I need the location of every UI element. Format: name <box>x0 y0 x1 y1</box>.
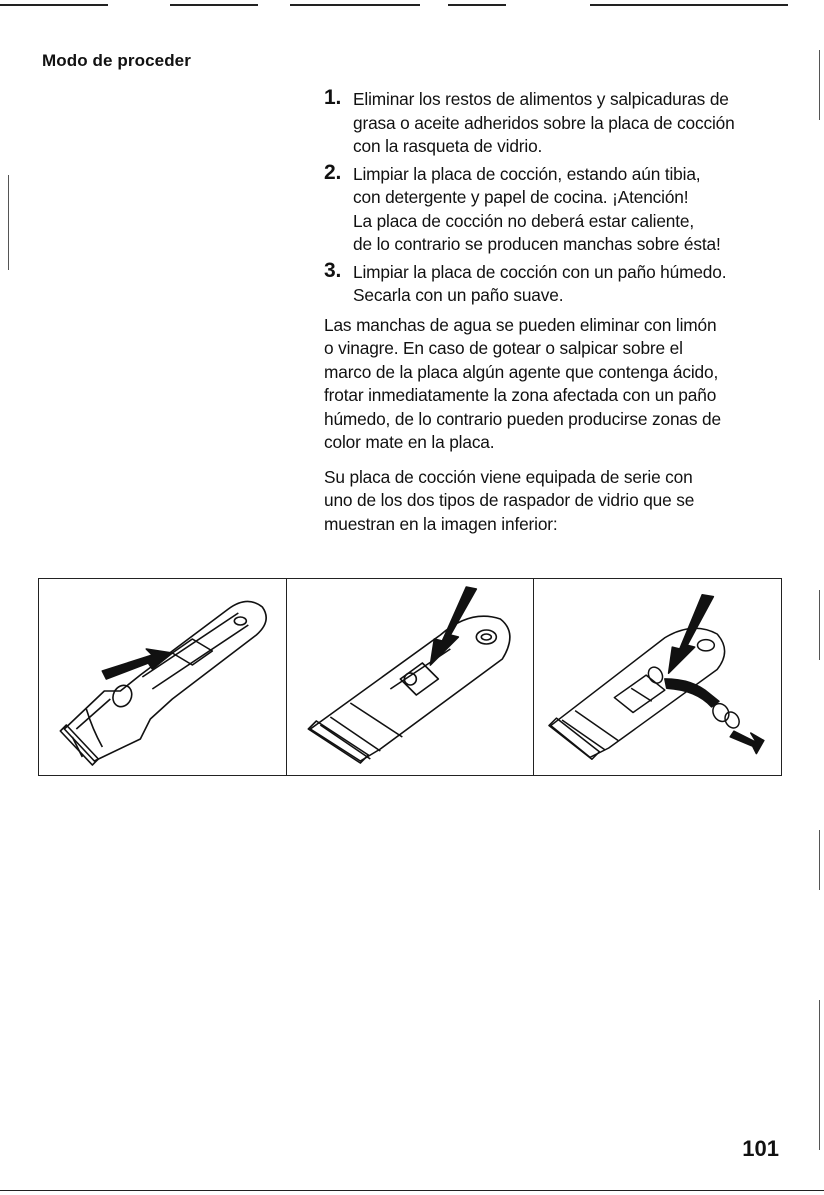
step-line: con la rasqueta de vidrio. <box>353 136 543 156</box>
scraper-type-2-insert-blade-icon <box>287 579 534 775</box>
top-rule <box>590 4 788 6</box>
scraper-panel-2 <box>286 579 534 775</box>
step-number: 2. <box>324 160 342 184</box>
scan-edge <box>8 175 9 270</box>
step-number: 1. <box>324 86 342 109</box>
instructions-column <box>324 88 794 547</box>
step-line: grasa o aceite adheridos sobre la placa de cocción <box>353 112 735 133</box>
step-line: Eliminar los restos de alimentos y salpicaduras de <box>353 89 729 109</box>
scan-edge <box>819 830 820 890</box>
top-rule <box>448 4 506 6</box>
paragraph-line: o vinagre. En caso de gotear o salpicar sobre el <box>324 338 683 358</box>
scan-edge <box>819 50 820 120</box>
step-line: con detergente y papel de cocina. ¡Atención! <box>353 187 689 207</box>
step-line: La placa de cocción no deberá estar caliente, <box>353 210 695 231</box>
paragraph-line: uno de los dos tipos de raspador de vidrio que se <box>324 490 695 510</box>
top-rule <box>290 4 420 6</box>
step-line: Secarla con un paño suave. <box>353 285 564 305</box>
paragraph-line: húmedo, de lo contrario pueden producirse zonas de <box>324 408 721 429</box>
page-number: 101 <box>742 1136 779 1161</box>
paragraph-line: frotar inmediatamente la zona afectada con un paño <box>324 385 717 405</box>
paragraph-line: Las manchas de agua se pueden eliminar con limón <box>324 314 717 335</box>
scraper-type-2-remove-blade-icon <box>534 579 781 775</box>
step-number: 3. <box>324 258 342 282</box>
paragraph-line: marco de la placa algún agente que contenga ácido, <box>324 361 719 382</box>
scraper-panel-1 <box>39 579 286 775</box>
scraper-panel-3 <box>533 579 781 775</box>
top-rule <box>170 4 258 6</box>
paragraph-line: Su placa de cocción viene equipada de serie con <box>324 466 693 487</box>
step-line: de lo contrario se producen manchas sobre ésta! <box>353 234 721 254</box>
step-3 <box>324 258 794 308</box>
bottom-rule <box>0 1190 824 1191</box>
top-rule <box>0 4 108 6</box>
scraper-types-paragraph <box>324 466 794 537</box>
paragraph-line: color mate en la placa. <box>324 432 495 452</box>
water-stains-paragraph <box>324 314 794 455</box>
scraper-figure <box>38 578 782 776</box>
section-heading: Modo de proceder <box>42 51 191 70</box>
scan-edge <box>819 590 820 660</box>
step-line: Limpiar la placa de cocción con un paño húmedo. <box>353 261 727 282</box>
step-line: Limpiar la placa de cocción, estando aún tibia, <box>353 163 701 184</box>
step-1 <box>324 88 794 159</box>
scan-edge <box>819 1000 820 1150</box>
paragraph-line: muestran en la imagen inferior: <box>324 513 558 534</box>
scraper-type-1-icon <box>39 579 286 775</box>
step-2 <box>324 160 794 257</box>
